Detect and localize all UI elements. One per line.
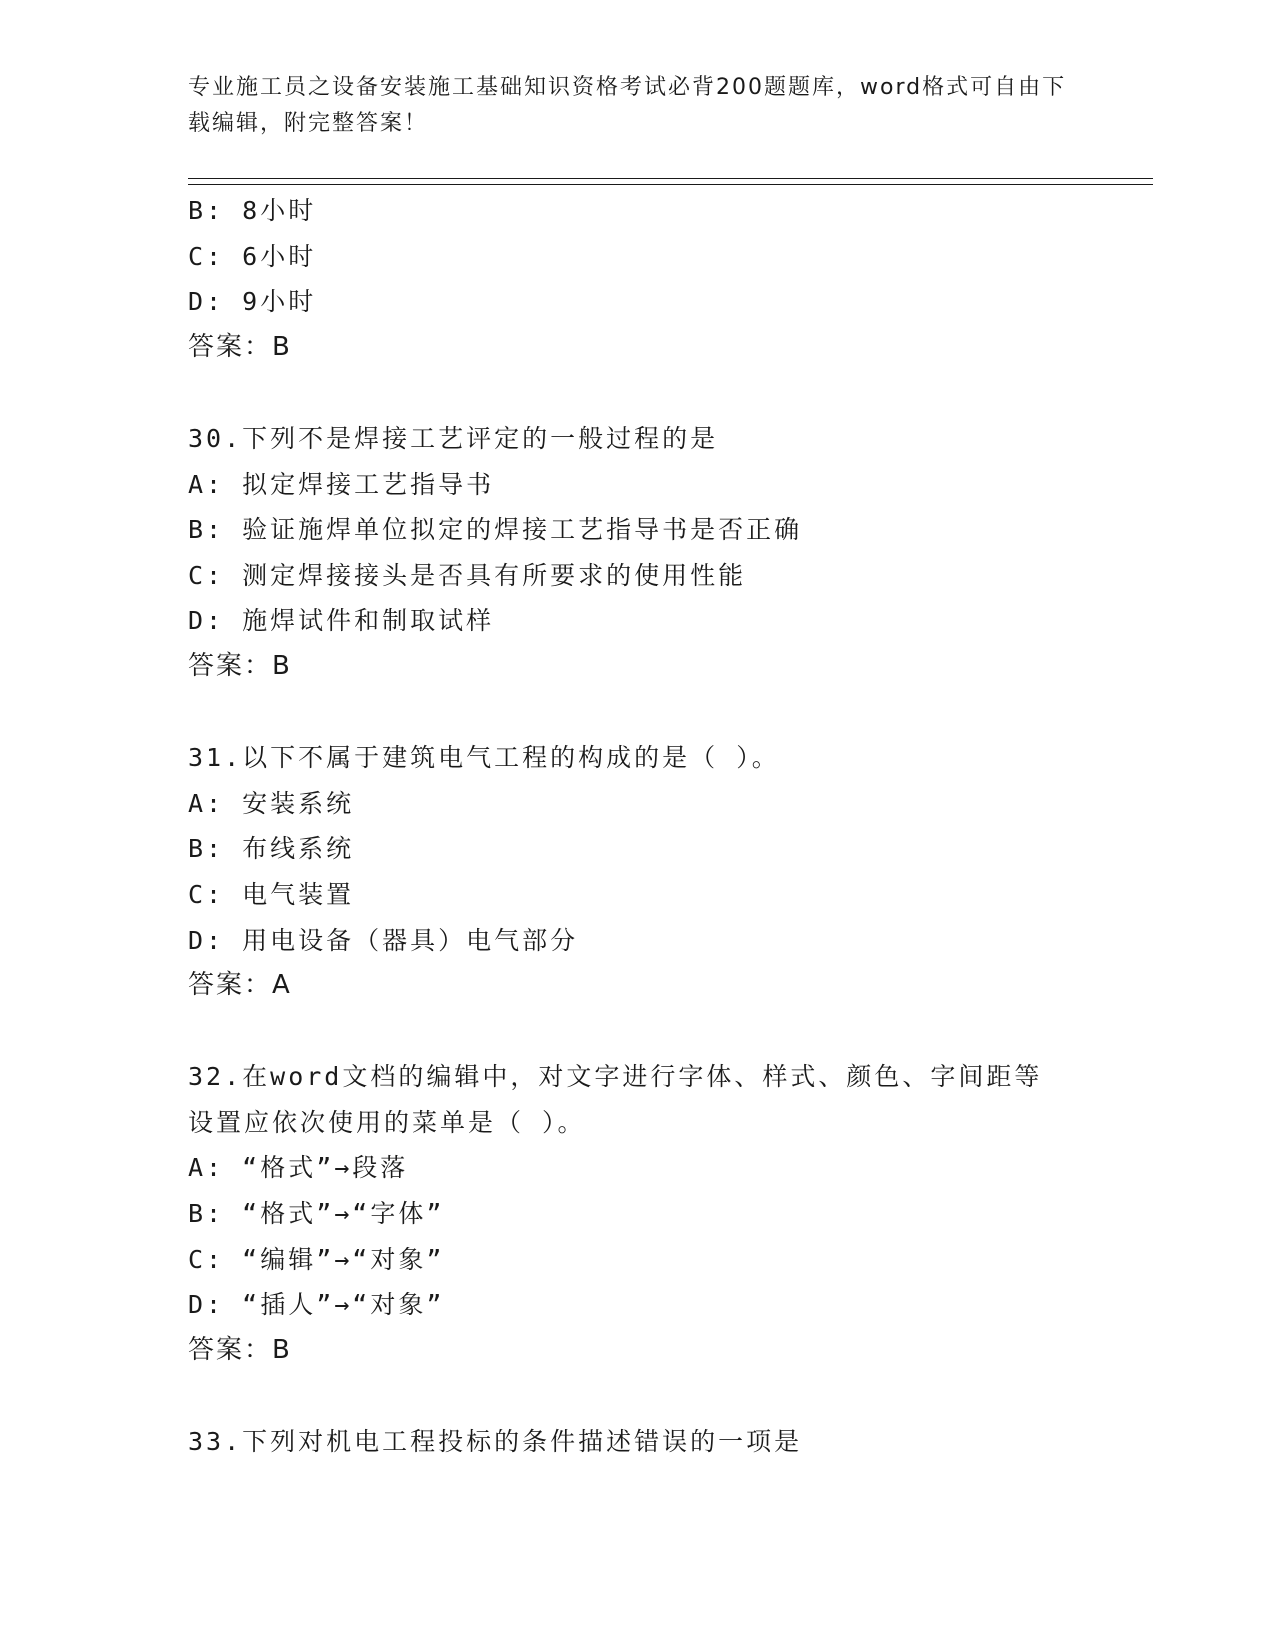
option-b: B: “格式”→“字体” bbox=[188, 1199, 445, 1229]
option-b: B: 8小时 bbox=[188, 196, 317, 225]
option-d: D: “插人”→“对象” bbox=[188, 1290, 445, 1320]
answer-line: 答案：B bbox=[188, 1334, 292, 1365]
spacer bbox=[188, 1373, 1108, 1419]
option-a: A: “格式”→段落 bbox=[188, 1153, 409, 1183]
option-c: C: “编辑”→“对象” bbox=[188, 1244, 445, 1274]
question-list bbox=[188, 188, 1108, 1465]
answer-line: 答案：A bbox=[188, 970, 292, 1001]
question-stem: 31.以下不属于建筑电气工程的构成的是（ ）。 bbox=[188, 743, 780, 773]
option-c: C: 测定焊接接头是否具有所要求的使用性能 bbox=[188, 560, 747, 590]
question-stem-line-1: 32.在word文档的编辑中，对文字进行字体、样式、颜色、字间距等 bbox=[188, 1062, 1043, 1092]
spacer bbox=[188, 370, 1108, 416]
spacer bbox=[188, 1009, 1108, 1055]
option-d: D: 用电设备（器具）电气部分 bbox=[188, 925, 579, 955]
option-c: C: 6小时 bbox=[188, 241, 317, 271]
answer-line: 答案：B bbox=[188, 331, 292, 362]
question-stem-line-2: 设置应依次使用的菜单是（ ）。 bbox=[188, 1107, 586, 1137]
option-c: C: 电气装置 bbox=[188, 879, 355, 909]
header-double-rule bbox=[188, 178, 1153, 185]
option-d: D: 施焊试件和制取试样 bbox=[188, 606, 495, 636]
option-b: B: 布线系统 bbox=[188, 834, 355, 864]
document-header: 专业施工员之设备安装施工基础知识资格考试必背200题题库，word格式可自由下载编辑，附完整答案！ bbox=[188, 75, 1067, 136]
question-stem: 30.下列不是焊接工艺评定的一般过程的是 bbox=[188, 423, 719, 453]
option-d: D: 9小时 bbox=[188, 287, 317, 317]
option-a: A: 拟定焊接工艺指导书 bbox=[188, 469, 495, 499]
option-b: B: 验证施焊单位拟定的焊接工艺指导书是否正确 bbox=[188, 515, 803, 545]
option-a: A: 安装系统 bbox=[188, 788, 355, 818]
spacer bbox=[188, 690, 1108, 736]
answer-line: 答案：B bbox=[188, 650, 292, 681]
question-stem: 33.下列对机电工程投标的条件描述错误的一项是 bbox=[188, 1427, 803, 1457]
